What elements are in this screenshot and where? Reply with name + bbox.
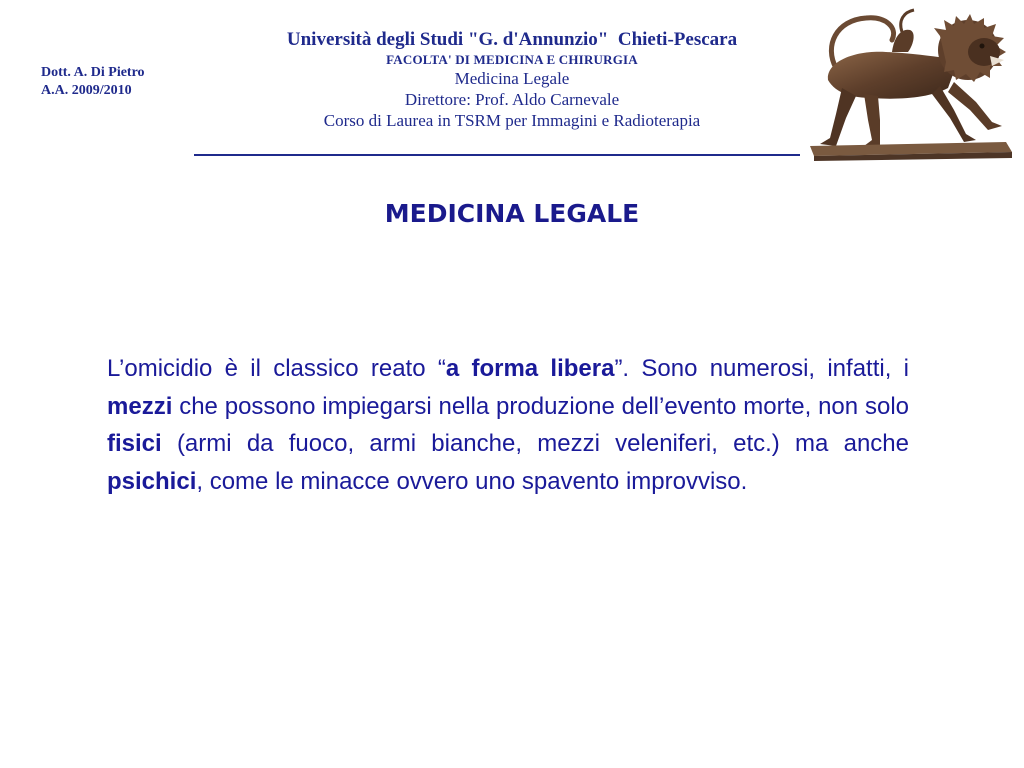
slide-title: MEDICINA LEGALE (384, 199, 640, 228)
academic-year: A.A. 2009/2010 (41, 83, 132, 98)
university-name: Università degli Studi "G. d'Annunzio" Chieti-Pescara (286, 29, 738, 50)
institution-header (196, 28, 828, 131)
body-text-segment: , come le minacce ovvero uno spavento improvviso. (196, 467, 748, 495)
body-text-segment: (armi da fuoco, armi bianche, mezzi veleniferi, etc.) ma anche (161, 430, 909, 457)
body-text-segment: ”. Sono numerosi, infatti, i (614, 355, 909, 382)
body-emphasis-psichici: psichici (107, 467, 197, 495)
header-divider (194, 154, 800, 156)
author-block (41, 64, 145, 100)
body-emphasis-forma-libera: a forma libera (445, 355, 615, 382)
author-name: Dott. A. Di Pietro (41, 65, 145, 80)
body-emphasis-mezzi: mezzi (107, 392, 173, 420)
body-paragraph (107, 350, 909, 500)
faculty-name: FACOLTA' DI MEDICINA E CHIRURGIA (386, 52, 638, 67)
director-name: Direttore: Prof. Aldo Carnevale (404, 90, 620, 109)
body-emphasis-fisici: fisici (107, 430, 162, 457)
body-text-segment: L’omicidio è il classico reato “ (107, 355, 446, 382)
department-name: Medicina Legale (454, 69, 570, 88)
chimera-bronze-statue-icon (806, 6, 1018, 162)
body-text-segment: che possono impiegarsi nella produzione dell’evento morte, non solo (172, 392, 909, 420)
course-name: Corso di Laurea in TSRM per Immagini e Radioterapia (323, 111, 701, 130)
